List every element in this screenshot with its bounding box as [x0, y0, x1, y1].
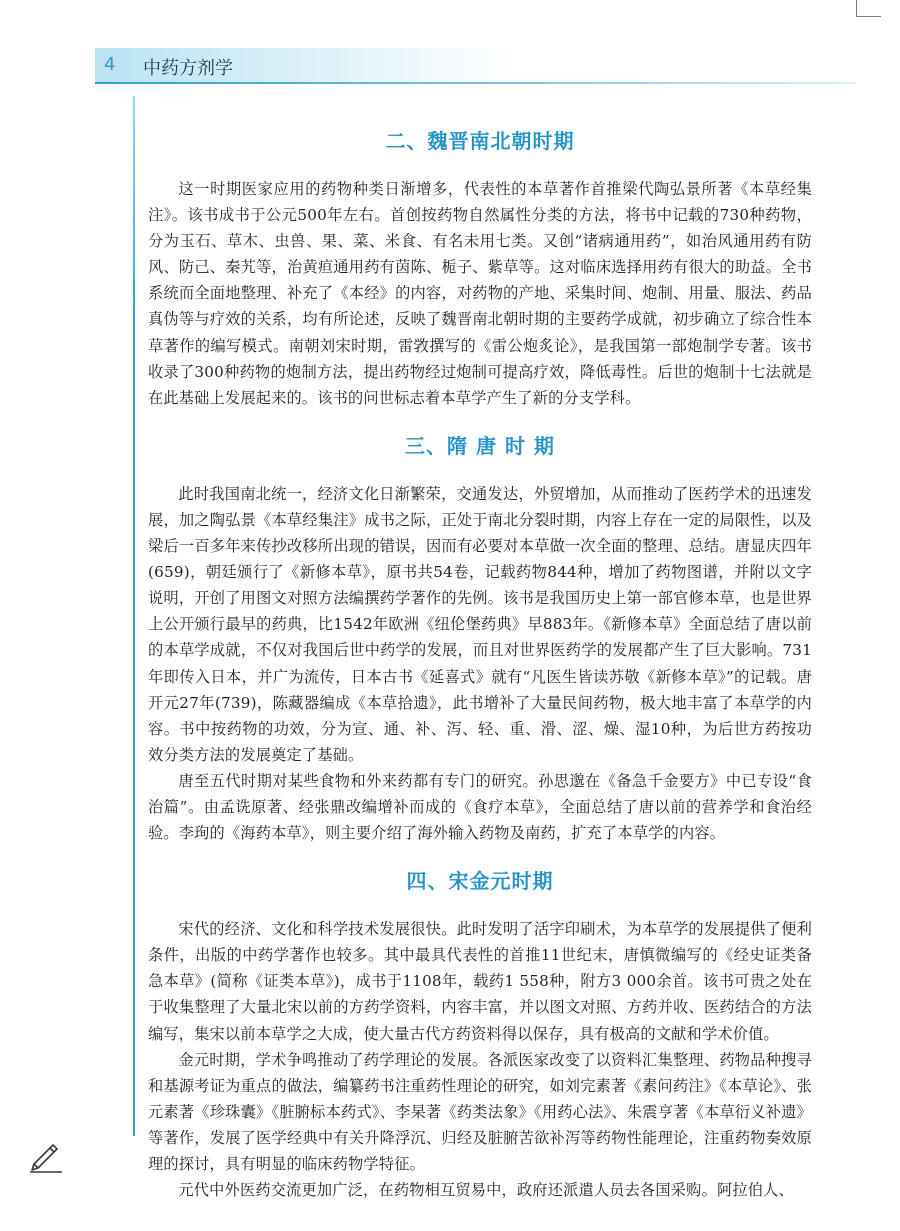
- header-rule: [95, 82, 855, 84]
- section-heading: 三、隋 唐 时 期: [405, 433, 555, 458]
- section-body: [148, 916, 812, 1203]
- page-number: 4: [104, 54, 116, 75]
- paragraph: 此时我国南北统一，经济文化日渐繁荣，交通发达，外贸增加，从而推动了医药学术的迅速发展，加之陶弘景《本草经集注》成书之际，正处于南北分裂时期，内容上存在一定的局限性，以及梁后一百多年来传抄改移所出现的错误，因而有必要对本草做一次全面的整理、总结。唐显庆四年(659)，朝廷颁行了《新修本草》，原书共54卷，记载药物844种，增加了药物图谱，并附以文字说明，开创了用图文对照方法编撰药学著作的先例。该书是我国历史上第一部官修本草，也是世界上公开颁行最早的药典，比1542年欧洲《纽伦堡药典》早883年。《新修本草》全面总结了唐以前的本草学成就，不仅对我国后世中药学的发展，而且对世界医药学的发展都产生了巨大影响。731年即传入日本，并广为流传，日本古书《延喜式》就有“凡医生皆读苏敬《新修本草》”的记载。唐开元27年(739)，陈藏器编成《本草拾遗》，此书增补了大量民间药物，极大地丰富了本草学的内容。书中按药物的功效，分为宣、通、补、泻、轻、重、滑、涩、燥、湿10种，为后世方药按功效分类方法的发展奠定了基础。: [148, 484, 812, 764]
- section-heading: 二、魏晋南北朝时期: [385, 129, 575, 153]
- paragraph: 宋代的经济、文化和科学技术发展很快。此时发明了活字印刷术，为本草学的发展提供了便利条件，出版的中药学著作也较多。其中最具代表性的首推11世纪末，唐慎微编写的《经史证类备急本草》(简称《证类本草》)，成书于1108年，载药1 558种，附方3 000余首。该书可贵之处在于收集整理了大量北宋以前的方药学资料，内容丰富，并以图文对照、方药并收、医药结合的方法编写，集宋以前本草学之大成，使大量古代方药资料得以保存，具有极高的文献和学术价值。: [148, 920, 812, 1043]
- section-heading: 四、宋金元时期: [406, 869, 554, 894]
- pen-note-icon: [28, 1138, 64, 1174]
- section-body: [148, 481, 812, 846]
- section-body: [148, 176, 812, 411]
- paragraph: 元代中外医药交流更加广泛，在药物相互贸易中，政府还派遣人员去各国采购。阿拉伯人、: [178, 1181, 794, 1200]
- section-sui-tang: [148, 425, 812, 846]
- paragraph: 金元时期，学术争鸣推动了药学理论的发展。各派医家改变了以资料汇集整理、药物品种搜寻和基源考证为重点的做法，编纂药书注重药性理论的研究，如刘完素著《素问药注》《本草论》、张元素著《珍珠囊》《脏腑标本药式》、李杲著《药类法象》《用药心法》、朱震亨著《本草衍义补遗》等著作，发展了医学经典中有关升降浮沉、归经及脏腑苦欲补泻等药物性能理论，注重药物奏效原理的探讨，具有明显的临床药物学特征。: [148, 1050, 812, 1173]
- running-title: 中药方剂学: [143, 58, 233, 79]
- paragraph: 唐至五代时期对某些食物和外来药都有专门的研究。孙思邈在《备急千金要方》中已专设“食治篇”。由孟诜原著、经张鼎改编增补而成的《食疗本草》，全面总结了唐以前的营养学和食治经验。李珣的《海药本草》，则主要介绍了海外输入药物及南药，扩充了本草学的内容。: [148, 771, 812, 843]
- section-song-jin-yuan: [148, 860, 812, 1203]
- margin-line: [133, 96, 135, 1136]
- page-content: [148, 120, 812, 1203]
- paragraph: 这一时期医家应用的药物种类日渐增多，代表性的本草著作首推梁代陶弘景所著《本草经集注》。该书成书于公元500年左右。首创按药物自然属性分类的方法，将书中记载的730种药物，分为玉石、草木、虫兽、果、菜、米食、有名未用七类。又创“诸病通用药”，如治风通用药有防风、防己、秦艽等，治黄疸通用药有茵陈、栀子、紫草等。这对临床选择用药有很大的助益。全书系统而全面地整理、补充了《本经》的内容，对药物的产地、采集时间、炮制、用量、服法、药品真伪等与疗效的关系，均有所论述，反映了魏晋南北朝时期的主要药学成就，初步确立了综合性本草著作的编写模式。南朝刘宋时期，雷敩撰写的《雷公炮炙论》，是我国第一部炮制学专著。该书收录了300种药物的炮制方法，提出药物经过炮制可提高疗效，降低毒性。后世的炮制十七法就是在此基础上发展起来的。该书的问世标志着本草学产生了新的分支学科。: [148, 180, 812, 407]
- crop-mark: [856, 0, 881, 17]
- section-wei-jin: [148, 120, 812, 411]
